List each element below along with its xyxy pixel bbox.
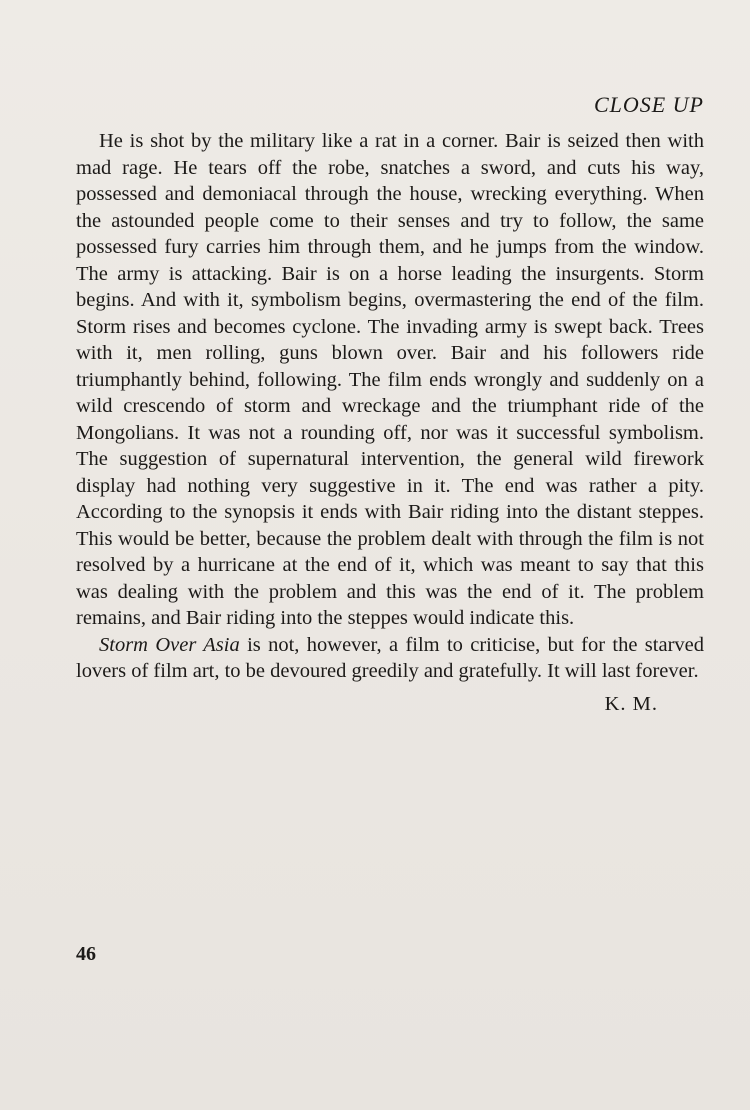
- running-head: CLOSE UP: [593, 92, 704, 117]
- page-number: 46: [76, 943, 96, 965]
- paragraph-1: He is shot by the military like a rat in a corner. Bair is seized then with mad rage. He tears off the robe, snatches a sword, and cuts his way, possessed and demoniacal through the house, wrecking everything. When the astounded people come to their senses and try to follow, the same possessed fury carries him through them, and he jumps from the window. The army is attacking. Bair is on a horse leading the insurgents. Storm begins. And with it, symbolism begins, overmastering the end of the film. Storm rises and becomes cyclone. The invading army is swept back. Trees with it, men rolling, guns blown over. Bair and his followers ride triumphantly behind, following. The film ends wrongly and suddenly on a wild crescendo of storm and wreckage and the triumphant ride of the Mongolians. It was not a rounding off, nor was it successful symbolism. The suggestion of supernatural intervention, the general wild firework display had nothing very suggestive in it. The end was rather a pity. According to the synopsis it ends with Bair riding into the distant steppes. This would be better, because the problem dealt with through the film is not resolved by a hurricane at the end of it, which was meant to say that this was dealing with the problem and this was the end of it. The problem remains, and Bair riding into the steppes would indicate this.: [76, 130, 704, 629]
- body-text: [76, 128, 704, 717]
- paragraph-2-text: is not, however, a film to criticise, but for the starved lovers of film art, to be devoured greedily and gratefully. It will last forever.: [76, 633, 704, 682]
- paragraph-2: [76, 632, 704, 685]
- film-title: Storm Over Asia: [99, 633, 240, 656]
- author-signature: K. M.: [604, 692, 658, 715]
